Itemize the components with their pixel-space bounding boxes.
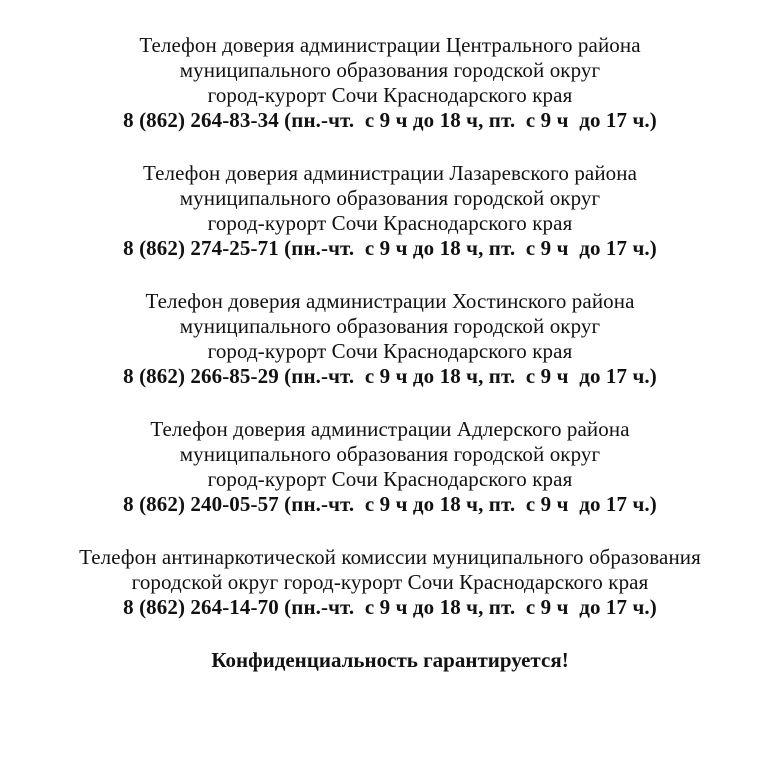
- lazarevsky-district-hotline: [0, 161, 780, 261]
- hotline-subtitle: муниципального образования городской округ: [179, 58, 601, 82]
- central-district-hotline: [0, 33, 780, 133]
- hotline-phone: 8 (862) 274-25-71 (пн.-чт. с 9 ч до 18 ч, пт. с 9 ч до 17 ч.): [123, 236, 657, 260]
- hotline-region: город-курорт Сочи Краснодарского края: [207, 339, 573, 363]
- hotline-subtitle: муниципального образования городской округ: [179, 186, 601, 210]
- adlersky-district-hotline: [0, 417, 780, 517]
- hotline-phone: 8 (862) 264-14-70 (пн.-чт. с 9 ч до 18 ч, пт. с 9 ч до 17 ч.): [123, 595, 657, 619]
- hotline-region: город-курорт Сочи Краснодарского края: [207, 211, 573, 235]
- hotline-subtitle: муниципального образования городской округ: [179, 442, 601, 466]
- hotline-phone: 8 (862) 266-85-29 (пн.-чт. с 9 ч до 18 ч, пт. с 9 ч до 17 ч.): [123, 364, 657, 388]
- hotline-title: Телефон доверия администрации Лазаревского района: [142, 161, 638, 185]
- hotline-phone: 8 (862) 264-83-34 (пн.-чт. с 9 ч до 18 ч, пт. с 9 ч до 17 ч.): [123, 108, 657, 132]
- hotline-subtitle: муниципального образования городской округ: [179, 314, 601, 338]
- hotline-title: Телефон доверия администрации Центрального района: [139, 33, 641, 57]
- confidentiality-note: Конфиденциальность гарантируется!: [211, 648, 569, 672]
- anti-drug-commission-hotline: [0, 545, 780, 620]
- hotline-region: город-курорт Сочи Краснодарского края: [207, 83, 573, 107]
- hotline-phone: 8 (862) 240-05-57 (пн.-чт. с 9 ч до 18 ч, пт. с 9 ч до 17 ч.): [123, 492, 657, 516]
- hotline-title: Телефон доверия администрации Адлерского района: [150, 417, 630, 441]
- hotline-subtitle: городской округ город-курорт Сочи Краснодарского края: [131, 570, 649, 594]
- hotline-title: Телефон антинаркотической комиссии муниципального образования: [79, 545, 701, 569]
- hotline-title: Телефон доверия администрации Хостинского района: [145, 289, 635, 313]
- hotline-region: город-курорт Сочи Краснодарского края: [207, 467, 573, 491]
- khostinsky-district-hotline: [0, 289, 780, 389]
